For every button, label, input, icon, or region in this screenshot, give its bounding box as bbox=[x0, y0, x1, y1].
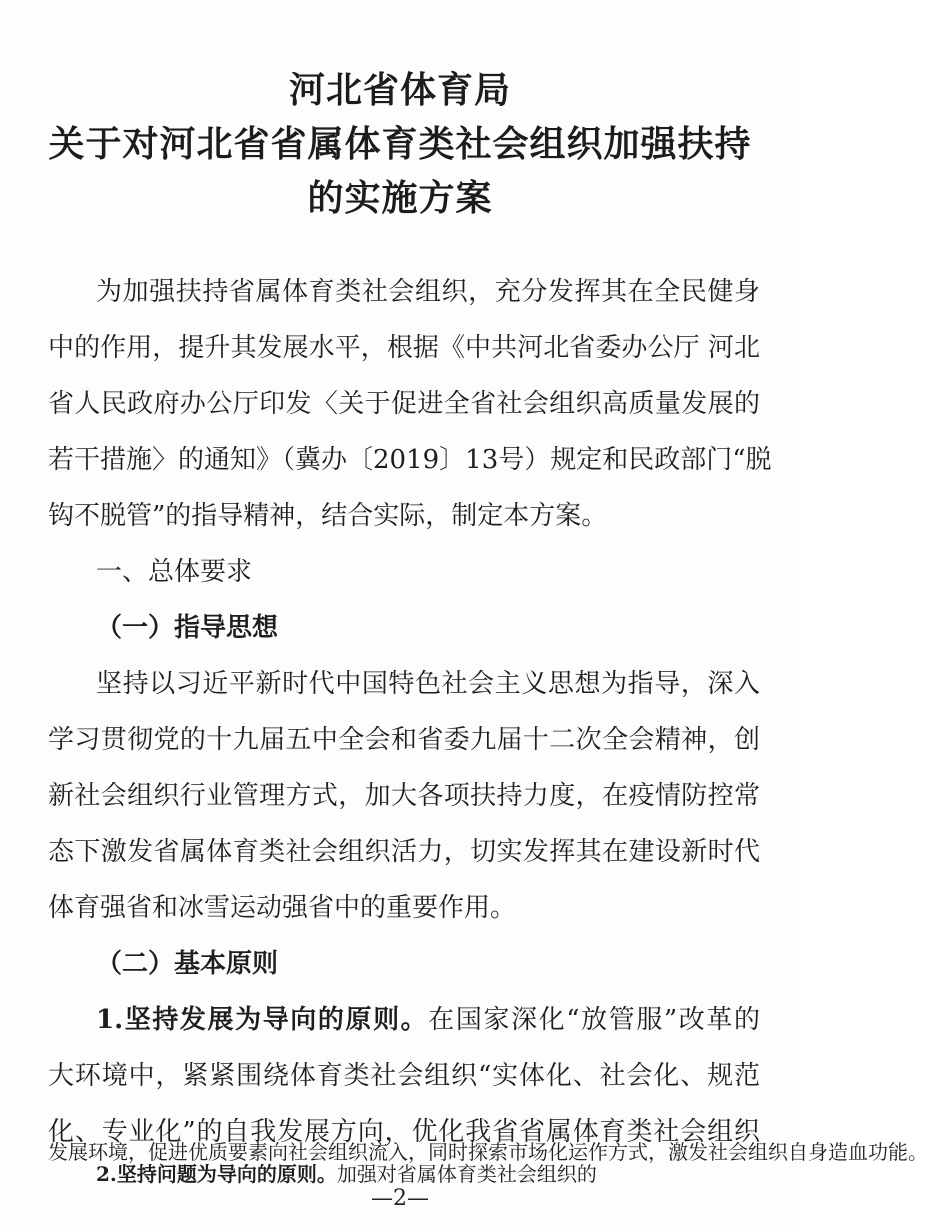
principle-1-title: 1.坚持发展为导向的原则。 bbox=[96, 1005, 429, 1035]
subsection-heading-2: （二）基本原则 bbox=[96, 949, 279, 979]
guiding-line-4: 态下激发省属体育类社会组织活力，切实发挥其在建设新时代 bbox=[48, 837, 760, 867]
guiding-line-2: 学习贯彻党的十九届五中全会和省委九届十二次全会精神，创 bbox=[48, 725, 760, 755]
principle-2-text: 加强对省属体育类社会组织的 bbox=[336, 1162, 597, 1186]
intro-line-5: 钩不脱管”的指导精神，结合实际，制定本方案。 bbox=[48, 501, 608, 531]
principle-1-text: 在国家深化“放管服”改革的 bbox=[428, 1005, 760, 1035]
intro-line-2: 中的作用，提升其发展水平，根据《中共河北省委办公厅 河北 bbox=[48, 333, 760, 363]
intro-line-4: 若干措施〉的通知》（冀办〔2019〕13号）规定和民政部门“脱 bbox=[48, 445, 772, 475]
title-line-3: 的实施方案 bbox=[307, 177, 493, 219]
guiding-line-1: 坚持以习近平新时代中国特色社会主义思想为指导，深入 bbox=[96, 669, 760, 699]
title-line-1: 河北省体育局 bbox=[288, 69, 511, 111]
guiding-line-3: 新社会组织行业管理方式，加大各项扶持力度，在疫情防控常 bbox=[48, 781, 760, 811]
guiding-line-5: 体育强省和冰雪运动强省中的重要作用。 bbox=[48, 893, 517, 923]
section-heading: 一、总体要求 bbox=[96, 557, 253, 587]
intro-line-3: 省人民政府办公厅印发〈关于促进全省社会组织高质量发展的 bbox=[48, 389, 760, 419]
principle-1-line-3: 化、专业化”的自我发展方向，优化我省省属体育类社会组织 bbox=[48, 1117, 760, 1147]
principle-1-line-5: 作方式，激发社会组织自身造血功能。 bbox=[588, 1140, 928, 1164]
subsection-heading-1: （一）指导思想 bbox=[96, 613, 279, 643]
principle-continuation bbox=[48, 1140, 928, 1164]
page-number: —2— bbox=[371, 1186, 429, 1211]
principle-1-line-1 bbox=[96, 1000, 760, 1040]
intro-line-1: 为加强扶持省属体育类社会组织，充分发挥其在全民健身 bbox=[96, 277, 760, 307]
principle-2-title: 2.坚持问题为导向的原则。 bbox=[96, 1162, 337, 1186]
principle-1-line-2: 大环境中，紧紧围绕体育类社会组织“实体化、社会化、规范 bbox=[48, 1061, 760, 1091]
principle-1-line-4: 发展环境，促进优质要素向社会组织流入，同时探索市场化运 bbox=[48, 1140, 588, 1164]
principle-2-line-1 bbox=[96, 1162, 760, 1186]
title-line-2: 关于对河北省省属体育类社会组织加强扶持 bbox=[48, 123, 752, 165]
